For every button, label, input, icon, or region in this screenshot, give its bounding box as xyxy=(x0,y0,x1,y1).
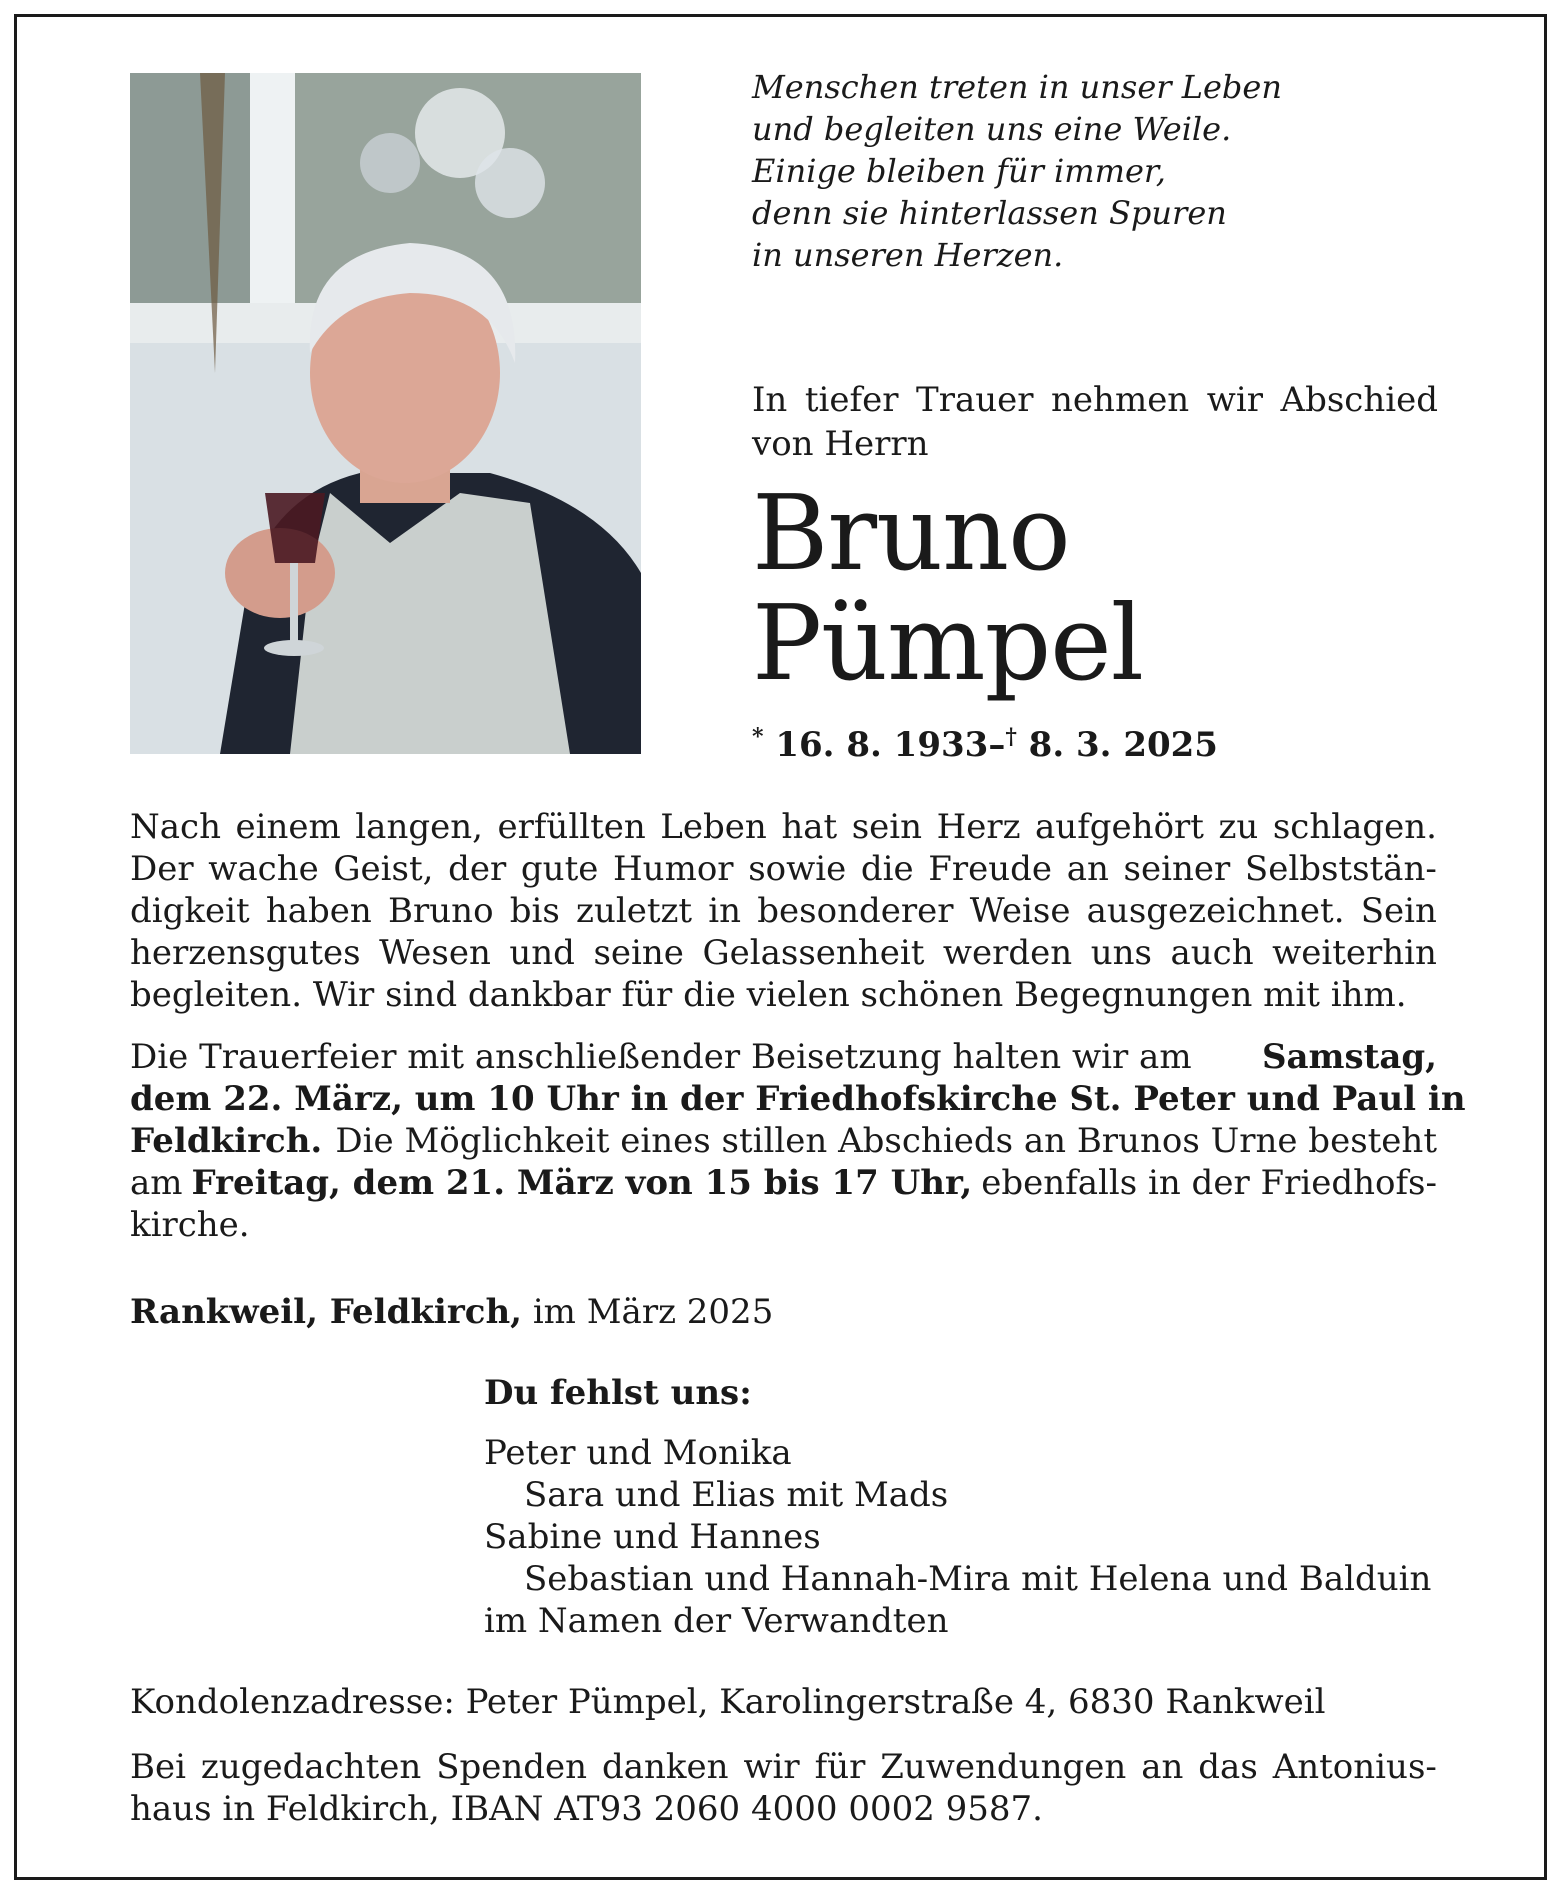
ceremony-details: dem 22. März, um 10 Uhr in der Friedhofskirche St. Peter und Paul in xyxy=(130,1079,1466,1119)
paragraph-line: Nach einem langen, erfüllten Leben hat sein Herz aufgehört zu schlagen. xyxy=(130,807,1437,847)
birth-date: 16. 8. 1933 xyxy=(775,725,989,765)
death-date: 8. 3. 2025 xyxy=(1028,725,1218,765)
farewell-location: ebenfalls in der Friedhofs- xyxy=(981,1163,1437,1203)
last-name: Pümpel xyxy=(752,582,1143,704)
intro-word: Abschied xyxy=(1280,380,1438,420)
intro-text xyxy=(752,378,1438,466)
quote-line: Einige bleiben für immer, xyxy=(752,152,1166,190)
paragraph-line: begleiten. Wir sind dankbar für die vielen schönen Begegnungen mit ihm. xyxy=(130,975,1407,1015)
first-name: Bruno xyxy=(752,472,1070,594)
mourner-line: Sebastian und Hannah-Mira mit Helena und Balduin xyxy=(524,1559,1432,1599)
mourners-list xyxy=(484,1372,1431,1642)
condolence-address: Kondolenzadresse: Peter Pümpel, Karolingerstraße 4, 6830 Rankweil xyxy=(130,1682,1326,1722)
date: im März 2025 xyxy=(532,1292,774,1332)
intro-line-2: von Herrn xyxy=(752,424,929,464)
farewell-end: kirche. xyxy=(130,1205,250,1245)
quote-line: und begleiten uns eine Weile. xyxy=(752,110,1232,148)
ceremony-text: Die Trauerfeier mit anschließender Beisetzung halten wir am xyxy=(130,1037,1192,1077)
mourner-line: Peter und Monika xyxy=(484,1433,792,1473)
paragraph-line: digkeit haben Bruno bis zuletzt in besonderer Weise ausgezeichnet. Sein xyxy=(130,891,1437,931)
intro-word: tiefer xyxy=(804,380,899,420)
ceremony-day: Samstag, xyxy=(1261,1037,1437,1077)
donation-line: haus in Feldkirch, IBAN AT93 2060 4000 0002 9587. xyxy=(130,1789,1043,1829)
death-mark: † xyxy=(1005,724,1017,750)
ceremony-place: Feldkirch. xyxy=(130,1121,323,1161)
date-separator: – xyxy=(988,725,1006,765)
intro-word: wir xyxy=(1206,380,1263,420)
memorial-quote xyxy=(752,66,1472,276)
farewell-text: Die Möglichkeit eines stillen Abschieds an Brunos Urne besteht xyxy=(335,1121,1437,1161)
life-dates xyxy=(752,724,1218,765)
intro-word: In xyxy=(752,380,788,420)
paragraph-line: herzensgutes Wesen und seine Gelassenheit werden uns auch weiterhin xyxy=(130,933,1437,973)
place-date xyxy=(130,1292,773,1332)
mourner-line: Sara und Elias mit Mads xyxy=(524,1475,949,1515)
donation-note xyxy=(130,1746,1437,1830)
paragraph-line: Der wache Geist, der gute Humor sowie die Freude an seiner Selbststän- xyxy=(130,849,1437,889)
intro-word: Trauer xyxy=(916,380,1034,420)
place: Rankweil, Feldkirch, xyxy=(130,1292,522,1332)
paragraph-life xyxy=(130,806,1437,1016)
mourners-heading: Du fehlst uns: xyxy=(484,1373,752,1413)
deceased-name xyxy=(752,472,1143,704)
quote-line: denn sie hinterlassen Spuren xyxy=(752,194,1227,232)
paragraph-ceremony xyxy=(130,1036,1466,1246)
donation-line: Bei zugedachten Spenden danken wir für Zuwendungen an das Antonius- xyxy=(130,1747,1437,1787)
portrait-photo xyxy=(130,73,641,754)
farewell-time: Freitag, dem 21. März von 15 bis 17 Uhr, xyxy=(191,1163,973,1203)
quote-line: Menschen treten in unser Leben xyxy=(752,68,1282,106)
intro-word: nehmen xyxy=(1051,380,1190,420)
quote-line: in unseren Herzen. xyxy=(752,236,1064,274)
farewell-am: am xyxy=(130,1163,183,1203)
mourner-line: Sabine und Hannes xyxy=(484,1517,821,1557)
birth-mark: * xyxy=(752,724,764,750)
mourner-line: im Namen der Verwandten xyxy=(484,1601,949,1641)
